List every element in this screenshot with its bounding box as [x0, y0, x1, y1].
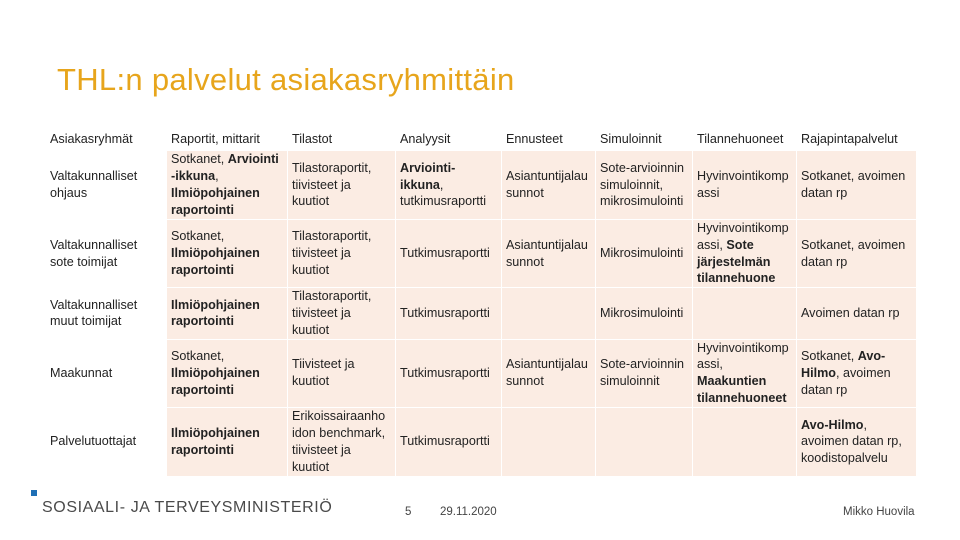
cell-simuloinnit: [596, 288, 693, 339]
cell-asiakasryhmat: [46, 407, 167, 476]
cell-text: raportointi: [171, 202, 234, 217]
header-ennusteet: Ennusteet: [502, 128, 596, 151]
cell-text: mikrosimulointi: [600, 194, 684, 209]
cell-text: Asiantuntijalau: [506, 357, 588, 372]
cell-text: Ilmiöpohjainen: [171, 365, 260, 380]
cell-ennusteet: [502, 407, 596, 476]
cell-text: raportointi: [171, 442, 234, 457]
cell-text: Ilmiöpohjainen: [171, 425, 260, 440]
cell-text: Tilastoraportit,: [292, 160, 372, 175]
cell-analyysit: [396, 339, 502, 407]
cell-text: Maakunnat: [50, 365, 113, 380]
cell-tilastot: [288, 288, 396, 339]
cell-ennusteet: [502, 288, 596, 339]
cell-text: Tiivisteet ja: [292, 357, 355, 372]
cell-tilannehuoneet: [693, 407, 797, 476]
cell-text: kuutiot: [292, 322, 330, 337]
cell-text: Mikrosimulointi: [600, 246, 684, 261]
cell-tilastot: [288, 339, 396, 407]
cell-text: Mikrosimulointi: [600, 305, 684, 320]
cell-text: Hyvinvointikomp: [697, 169, 789, 184]
cell-text: sunnot: [506, 186, 544, 200]
header-analyysit: Analyysit: [396, 128, 502, 151]
cell-text: Tutkimusraportti: [400, 434, 490, 449]
cell-text: Hyvinvointikomp: [697, 221, 789, 235]
cell-text: assi: [697, 186, 720, 200]
cell-raportit-mittarit: [167, 288, 288, 339]
cell-text: Maakuntien: [697, 374, 767, 389]
cell-text: koodistopalvelu: [801, 451, 888, 466]
cell-rajapintapalvelut: [797, 288, 917, 339]
cell-text: , avoimen: [835, 365, 891, 380]
cell-asiakasryhmat: [46, 288, 167, 339]
cell-text: Sote: [726, 237, 754, 252]
cell-tilannehuoneet: [693, 288, 797, 339]
cell-text: Sotkanet,: [171, 229, 225, 244]
cell-text: raportointi: [171, 314, 234, 329]
table-row-palvelutuottajat: [46, 407, 917, 476]
cell-text: datan rp: [801, 382, 848, 397]
cell-tilannehuoneet: [693, 220, 797, 288]
cell-text: Tutkimusraportti: [400, 305, 490, 320]
cell-rajapintapalvelut: [797, 407, 917, 476]
services-table-body: [46, 128, 917, 476]
cell-text: Sotkanet,: [801, 348, 858, 363]
cell-tilastot: [288, 407, 396, 476]
table-header-row: [46, 128, 917, 151]
cell-rajapintapalvelut: [797, 339, 917, 407]
cell-text: tutkimusraportti: [400, 194, 487, 209]
cell-asiakasryhmat: [46, 220, 167, 288]
header-simuloinnit: Simuloinnit: [596, 128, 693, 151]
cell-simuloinnit: [596, 151, 693, 220]
cell-tilannehuoneet: [693, 339, 797, 407]
cell-text: Avo-Hilmo: [801, 417, 864, 432]
cell-text: Sotkanet, avoimen: [801, 237, 906, 252]
cell-text: raportointi: [171, 262, 234, 277]
cell-text: Tutkimusraportti: [400, 246, 490, 261]
ministry-logo: SOSIAALI- JA TERVEYSMINISTERIÖ: [42, 499, 333, 516]
cell-text: tiivisteet ja: [292, 442, 351, 457]
header-raportit-mittarit: Raportit, mittarit: [167, 128, 288, 151]
cell-asiakasryhmat: [46, 339, 167, 407]
cell-text: ,: [215, 169, 219, 184]
cell-text: Valtakunnalliset: [50, 297, 138, 312]
cell-text: idon benchmark,: [292, 425, 386, 440]
cell-text: avoimen datan rp,: [801, 434, 902, 449]
page-number: 5: [405, 506, 412, 518]
cell-ennusteet: [502, 151, 596, 220]
cell-text: Avo-: [857, 348, 886, 363]
cell-asiakasryhmat: [46, 151, 167, 220]
cell-text: raportointi: [171, 382, 234, 397]
cell-raportit-mittarit: [167, 407, 288, 476]
cell-text: Ilmiöpohjainen: [171, 246, 260, 261]
cell-text: assi,: [697, 237, 727, 252]
logo-mark: [31, 490, 37, 496]
cell-text: ,: [863, 417, 868, 432]
cell-ennusteet: [502, 220, 596, 288]
cell-text: kuutiot: [292, 194, 330, 209]
cell-simuloinnit: [596, 220, 693, 288]
cell-text: simuloinnit: [600, 374, 660, 389]
cell-tilannehuoneet: [693, 151, 797, 220]
header-tilastot: Tilastot: [288, 128, 396, 151]
cell-text: järjestelmän: [697, 254, 771, 269]
table-row-maakunnat: [46, 339, 917, 407]
cell-text: Sotkanet, avoimen: [801, 169, 906, 184]
cell-text: datan rp: [801, 254, 848, 269]
cell-text: sunnot: [506, 374, 544, 389]
cell-analyysit: [396, 288, 502, 339]
cell-text: sunnot: [506, 254, 544, 269]
header-rajapintapalvelut: Rajapintapalvelut: [797, 128, 917, 151]
cell-rajapintapalvelut: [797, 151, 917, 220]
cell-text: Sote-arvioinnin: [600, 357, 685, 372]
cell-text: Palvelutuottajat: [50, 434, 137, 449]
cell-raportit-mittarit: [167, 339, 288, 407]
cell-text: Valtakunnalliset: [50, 169, 138, 184]
cell-text: Hilmo: [801, 365, 836, 380]
table-row-valtakunnalliset-ohjaus: [46, 151, 917, 220]
cell-tilastot: [288, 220, 396, 288]
cell-text: tiivisteet ja: [292, 305, 351, 320]
cell-text: simuloinnit,: [600, 177, 663, 192]
cell-raportit-mittarit: [167, 151, 288, 220]
cell-text: Sote-arvioinnin: [600, 160, 685, 175]
cell-text: datan rp: [801, 186, 848, 200]
cell-text: Sotkanet,: [171, 348, 225, 363]
cell-text: Ilmiöpohjainen: [171, 186, 260, 200]
cell-text: kuutiot: [292, 262, 330, 277]
cell-text: tiivisteet ja: [292, 177, 351, 192]
cell-text: Asiantuntijalau: [506, 169, 588, 184]
cell-text: Asiantuntijalau: [506, 237, 588, 252]
cell-text: Hyvinvointikomp: [697, 340, 789, 355]
cell-text: tilannehuone: [697, 271, 776, 286]
cell-text: kuutiot: [292, 459, 330, 474]
cell-simuloinnit: [596, 407, 693, 476]
services-table: [46, 127, 917, 476]
table-row-valtakunnalliset-sote-toimijat: [46, 220, 917, 288]
table-row-valtakunnalliset-muut-toimijat: [46, 288, 917, 339]
cell-text: tiivisteet ja: [292, 246, 351, 261]
cell-text: assi,: [697, 357, 723, 372]
cell-text: Tilastoraportit,: [292, 229, 372, 244]
slide-title: THL:n palvelut asiakasryhmittäin: [57, 62, 515, 97]
cell-text: Arviointi-: [400, 160, 456, 175]
slide-date: 29.11.2020: [440, 506, 497, 518]
cell-simuloinnit: [596, 339, 693, 407]
cell-analyysit: [396, 407, 502, 476]
cell-text: Tutkimusraportti: [400, 365, 490, 380]
cell-raportit-mittarit: [167, 220, 288, 288]
cell-text: kuutiot: [292, 374, 330, 389]
cell-text: Tilastoraportit,: [292, 289, 372, 304]
cell-text: Avoimen datan rp: [801, 305, 900, 320]
cell-text: -ikkuna: [171, 169, 216, 184]
cell-text: tilannehuoneet: [697, 390, 787, 405]
header-asiakasryhmat: Asiakasryhmät: [46, 128, 167, 151]
cell-rajapintapalvelut: [797, 220, 917, 288]
cell-text: muut toimijat: [50, 314, 122, 329]
cell-text: Erikoissairaanho: [292, 409, 386, 424]
slide-author: Mikko Huovila: [843, 506, 915, 518]
cell-text: Sotkanet,: [171, 152, 228, 167]
cell-text: Arviointi: [227, 152, 279, 167]
cell-text: ,: [439, 177, 444, 192]
cell-text: Ilmiöpohjainen: [171, 297, 260, 312]
cell-text: Valtakunnalliset: [50, 237, 138, 252]
cell-tilastot: [288, 151, 396, 220]
cell-analyysit: [396, 151, 502, 220]
cell-analyysit: [396, 220, 502, 288]
cell-text: ikkuna: [400, 177, 440, 192]
header-tilannehuoneet: Tilannehuoneet: [693, 128, 797, 151]
cell-text: ohjaus: [50, 186, 88, 200]
cell-text: sote toimijat: [50, 254, 118, 269]
cell-ennusteet: [502, 339, 596, 407]
